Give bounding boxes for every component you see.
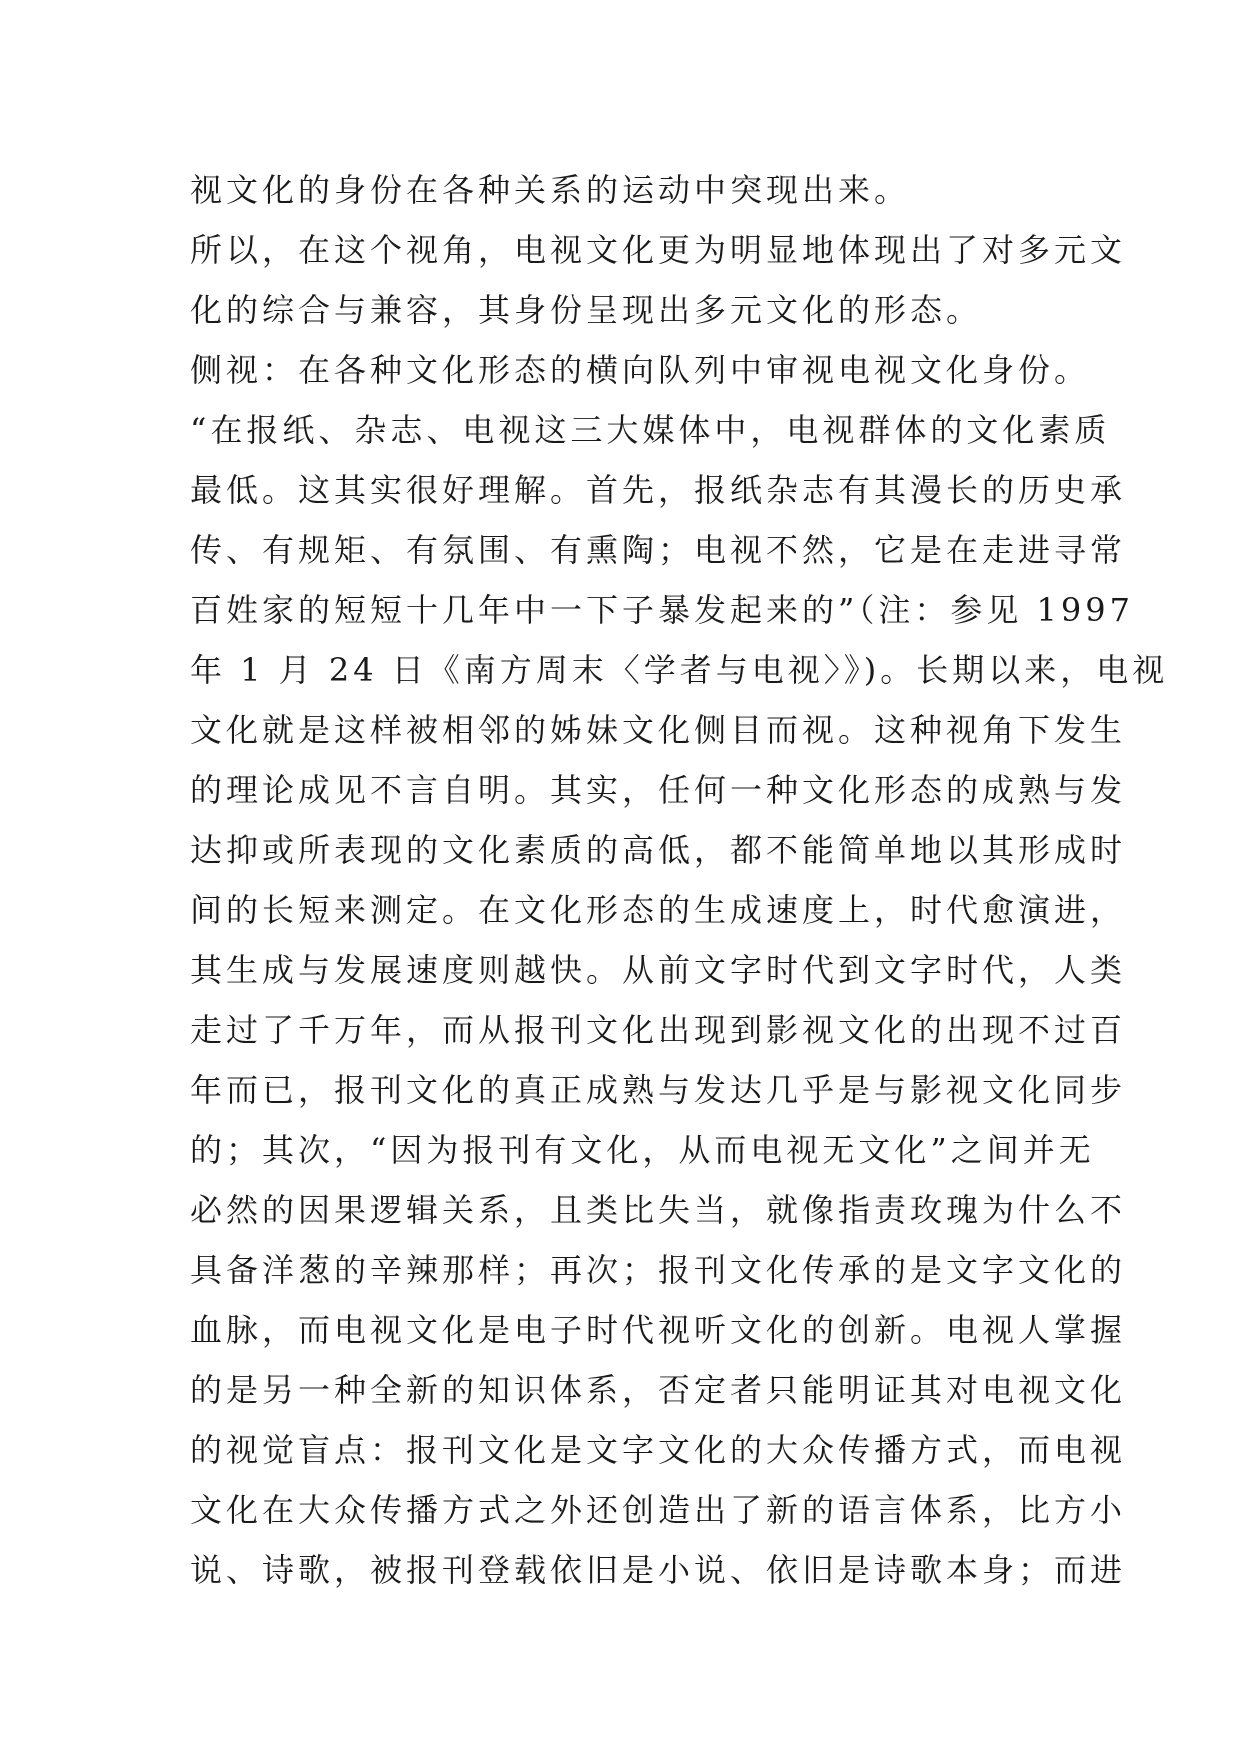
text-line: 间的长短来测定。在文化形态的生成速度上，时代愈演进， [190,891,1127,929]
text-line: 血脉，而电视文化是电子时代视听文化的创新。电视人掌握 [190,1311,1127,1349]
text-line: 化的综合与兼容，其身份呈现出多元文化的形态。 [190,291,983,329]
text-line: 年 1 月 24 日《南方周末〈学者与电视〉》)。长期以来，电视 [190,651,1169,689]
text-line: 所以，在这个视角，电视文化更为明显地体现出了对多元文 [190,231,1127,269]
text-line: 的视觉盲点：报刊文化是文字文化的大众传播方式，而电视 [190,1431,1127,1469]
text-line: “在报纸、杂志、电视这三大媒体中，电视群体的文化素质 [190,411,1111,449]
text-line: 最低。这其实很好理解。首先，报纸杂志有其漫长的历史承 [190,471,1127,509]
text-line: 传、有规矩、有氛围、有熏陶；电视不然，它是在走进寻常 [190,531,1127,569]
body-text [190,160,1169,1600]
text-line: 具备洋葱的辛辣那样；再次；报刊文化传承的是文字文化的 [190,1251,1127,1289]
text-line: 年而已，报刊文化的真正成熟与发达几乎是与影视文化同步 [190,1071,1127,1109]
text-line: 百姓家的短短十几年中一下子暴发起来的”（注：参见 1997 [190,591,1134,629]
text-line: 侧视：在各种文化形态的横向队列中审视电视文化身份。 [190,351,1091,389]
text-line: 说、诗歌，被报刊登载依旧是小说、依旧是诗歌本身；而进 [190,1551,1127,1589]
text-line: 的理论成见不言自明。其实，任何一种文化形态的成熟与发 [190,771,1127,809]
text-line: 其生成与发展速度则越快。从前文字时代到文字时代，人类 [190,951,1127,989]
text-line: 必然的因果逻辑关系，且类比失当，就像指责玫瑰为什么不 [190,1191,1127,1229]
text-line: 达抑或所表现的文化素质的高低，都不能简单地以其形成时 [190,831,1127,869]
text-line: 文化在大众传播方式之外还创造出了新的语言体系，比方小 [190,1491,1127,1529]
text-line: 的是另一种全新的知识体系，否定者只能明证其对电视文化 [190,1371,1127,1409]
text-line: 视文化的身份在各种关系的运动中突现出来。 [190,171,911,209]
text-line: 的；其次，“因为报刊有文化，从而电视无文化”之间并无 [190,1131,1095,1169]
text-line: 文化就是这样被相邻的姊妹文化侧目而视。这种视角下发生 [190,711,1127,749]
text-line: 走过了千万年，而从报刊文化出现到影视文化的出现不过百 [190,1011,1127,1049]
